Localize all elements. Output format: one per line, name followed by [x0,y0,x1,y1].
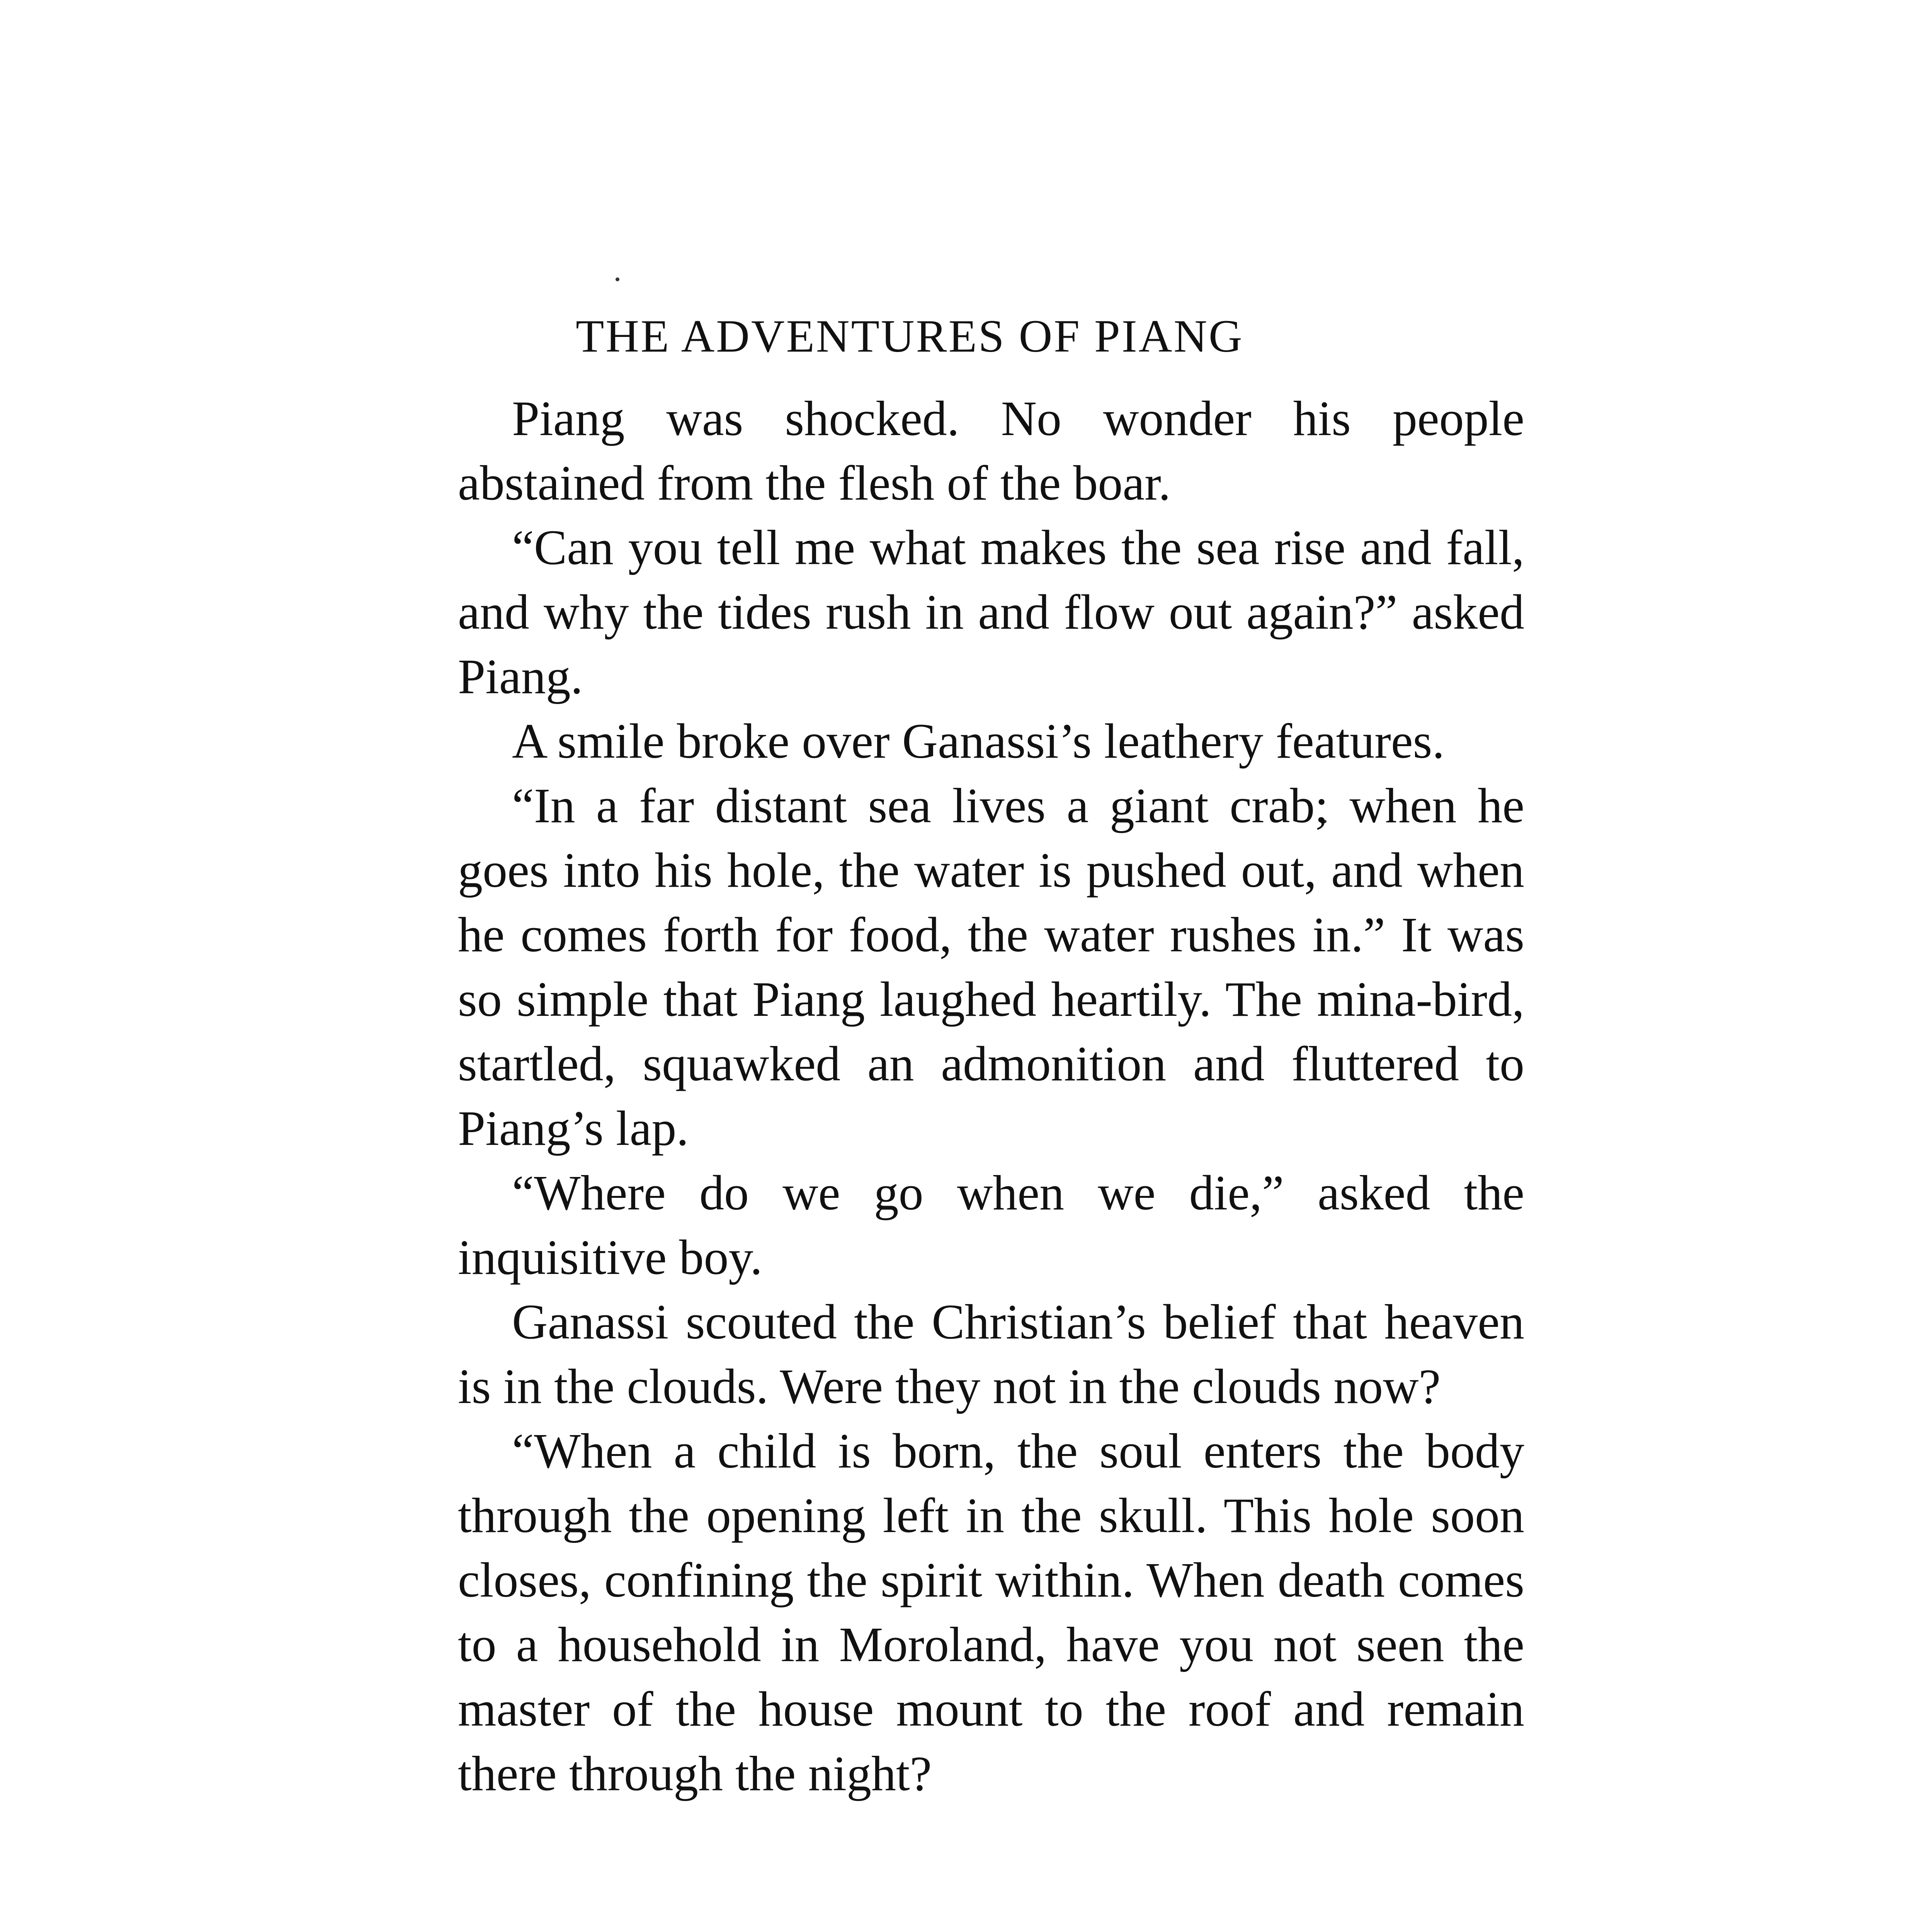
paragraph: “Can you tell me what makes the sea rise and fall, and why the tides rush in and flow out again?” asked Piang. [458,520,1524,704]
body-text [458,386,1524,1806]
paragraph: “When a child is born, the soul enters the body through the opening left in the skull. This hole soon closes, confining the spirit within. When death comes to a household in Moroland, have you not seen the master of the house mount to the roof and remain there through the night? [458,1423,1524,1801]
running-head: THE ADVENTURES OF PIANG [576,310,1244,362]
paragraph: “Where do we go when we die,” asked the inquisitive boy. [458,1165,1524,1285]
paragraph: Piang was shocked. No wonder his people abstained from the flesh of the boar. [458,391,1524,510]
paragraph: “In a far distant sea lives a giant crab; when he goes into his hole, the water is pushed out, and when he comes forth for food, the water rushes in.” It was so simple that Piang laughed heartily. The mina-bird, startled, squawked an admonition and fluttered to Piang’s lap. [458,778,1524,1156]
paragraph: A smile broke over Ganassi’s leathery features. [512,714,1445,769]
paragraph: Ganassi scouted the Christian’s belief that heaven is in the clouds. Were they not in the clouds now? [458,1294,1524,1414]
scan-speck [616,277,619,281]
